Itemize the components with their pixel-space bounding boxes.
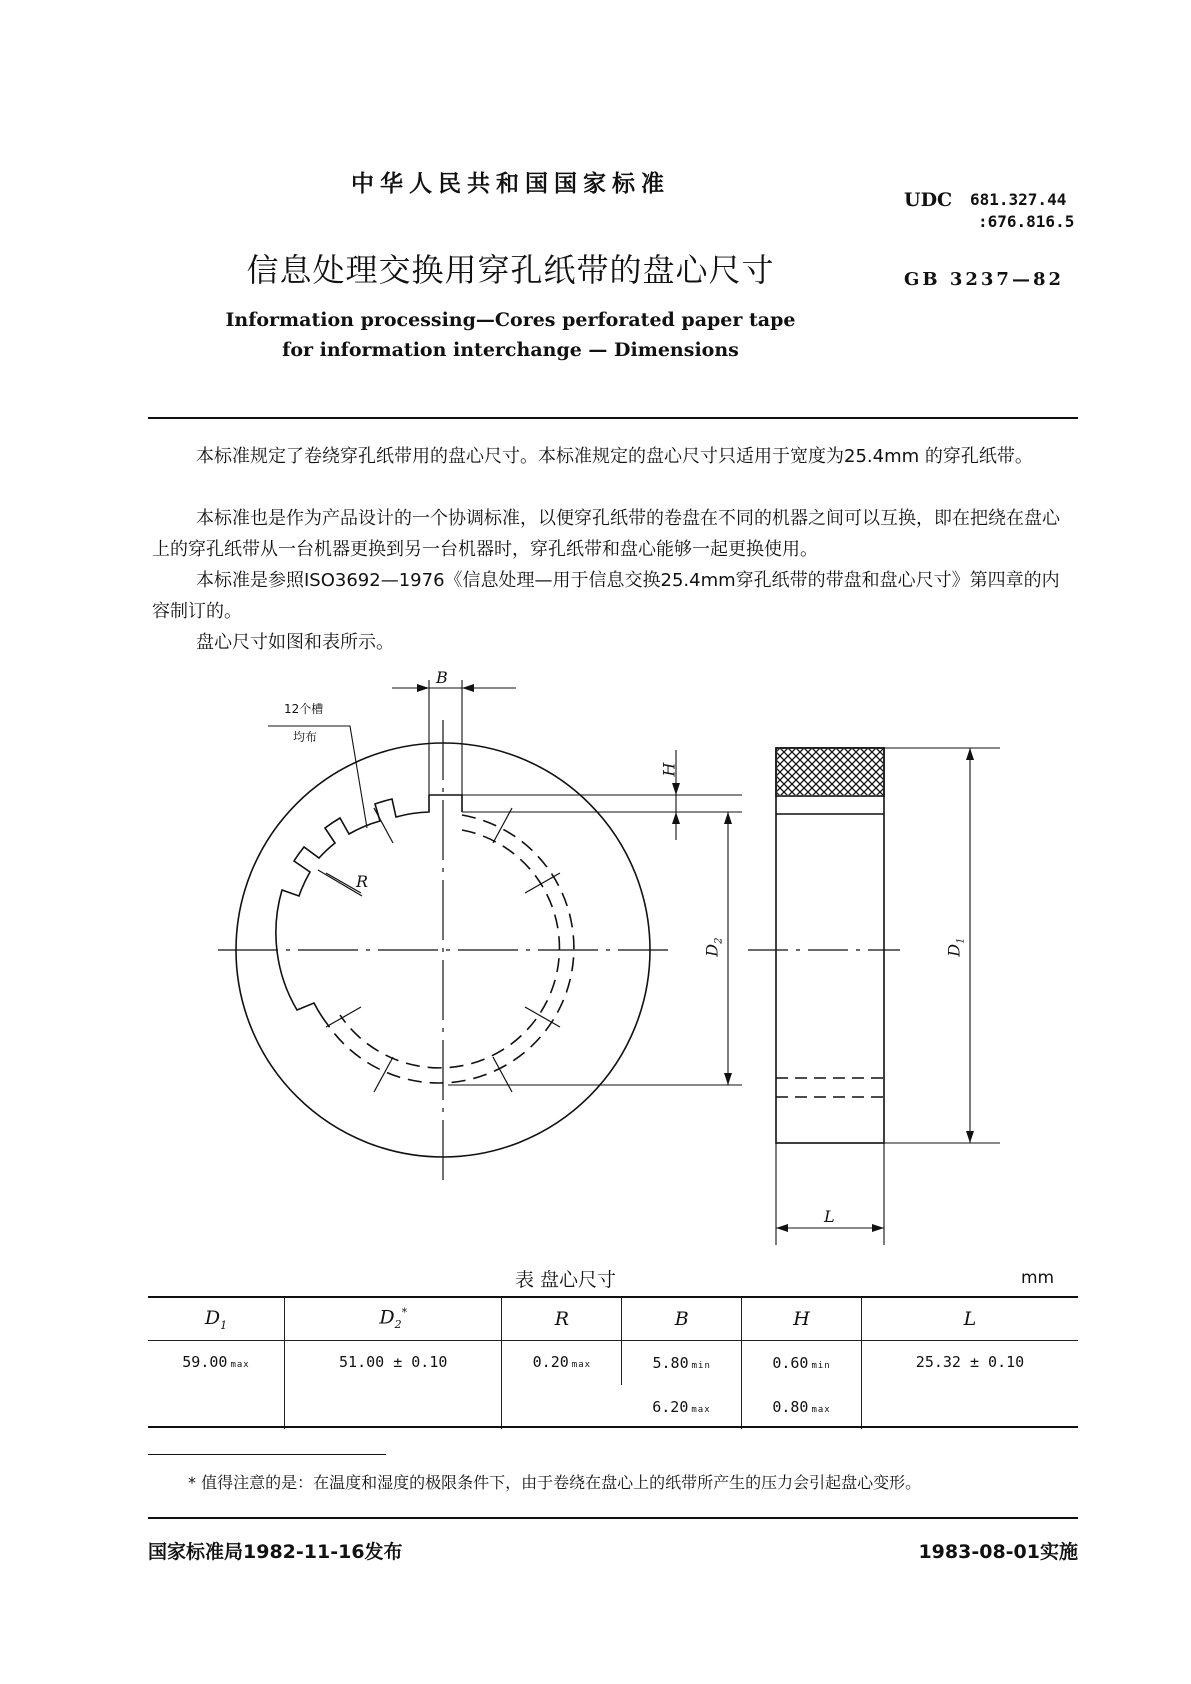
paragraph-2: 本标准也是作为产品设计的一个协调标准，以便穿孔纸带的卷盘在不同的机器之间可以互换，即在把绕在盘心上的穿孔纸带从一台机器更换到另一台机器时，穿孔纸带和盘心能够一起更换使用。 [152, 508, 1060, 560]
page-title-english-line2: for information interchange — Dimensions [282, 339, 739, 361]
page-title-english-line1: Information processing—Cores perforated paper tape [225, 309, 796, 331]
cell-l: 25.32 ± 0.10 [861, 1341, 1078, 1430]
header-b: B [622, 1298, 742, 1341]
table-bottom-rule [148, 1426, 1078, 1428]
core-dimensions-table [148, 1298, 1078, 1429]
cell-r: 0.20 max [502, 1341, 622, 1430]
label-b: B [436, 668, 448, 687]
cell-h-min: 0.60 min [742, 1341, 862, 1386]
cell-b-min: 5.80 min [622, 1341, 742, 1386]
paragraph-4: 盘心尺寸如图和表所示。 [196, 632, 394, 653]
table-unit: mm [1021, 1268, 1055, 1288]
crosshatch-fill [777, 749, 883, 795]
table-caption: 表 盘心尺寸 [514, 1269, 617, 1291]
header-h: H [742, 1298, 862, 1341]
dimension-arrows [417, 684, 974, 1232]
udc-code-2: :676.816.5 [978, 212, 1075, 231]
slot-top [429, 795, 462, 812]
hidden-bore-inner [340, 830, 559, 1068]
core-side-view [776, 748, 884, 1143]
udc-code-1: 681.327.44 [970, 190, 1067, 209]
cell-h-max: 0.80 max [742, 1385, 862, 1429]
slot-note-line1: 12个槽 [284, 702, 324, 716]
cell-d1: 59.00 max [182, 1353, 250, 1371]
label-r: R [356, 872, 369, 891]
table-header-row [148, 1298, 1078, 1341]
label-h: H [659, 762, 679, 777]
label-l: L [824, 1207, 835, 1226]
paragraph-3: 本标准是参照ISO3692—1976《信息处理—用于信息交换25.4mm穿孔纸带的带盘和盘心尺寸》第四章的内容制订的。 [152, 570, 1060, 622]
standard-organization: 中华人民共和国国家标准 [351, 171, 670, 197]
table-row [148, 1341, 1078, 1386]
footnote-rule [148, 1454, 386, 1455]
slotted-bore-outline [276, 795, 429, 1025]
page-title-chinese: 信息处理交换用穿孔纸带的盘心尺寸 [246, 251, 775, 289]
header-l: L [861, 1298, 1078, 1341]
header-d1: $D_1$ [148, 1298, 285, 1341]
hidden-bore [328, 815, 574, 1083]
cell-b-max: 6.20 max [652, 1398, 711, 1416]
issue-date: 国家标准局1982-11-16发布 [148, 1541, 403, 1563]
label-d2: $D_2$ [702, 937, 725, 957]
udc-label: UDC [904, 189, 953, 211]
gb-standard-number: GB 3237—82 [904, 269, 1064, 290]
header-r: R [502, 1298, 622, 1341]
paragraph-1: 本标准规定了卷绕穿孔纸带用的盘心尺寸。本标准规定的盘心尺寸只适用于宽度为25.4mm 的穿孔纸带。 [196, 446, 1033, 467]
slot-note-line2: 均布 [293, 730, 318, 744]
effective-date: 1983-08-01实施 [918, 1541, 1078, 1563]
header-d2: $D_2^*$ [285, 1298, 502, 1341]
slot-note-leader [268, 726, 367, 828]
footer-rule [148, 1517, 1078, 1519]
label-d1: $D_1$ [944, 937, 967, 957]
cell-d2: 51.00 ± 0.10 [285, 1341, 502, 1430]
footnote: * 值得注意的是：在温度和湿度的极限条件下，由于卷绕在盘心上的纸带所产生的压力会引起盘心变形。 [188, 1473, 922, 1492]
